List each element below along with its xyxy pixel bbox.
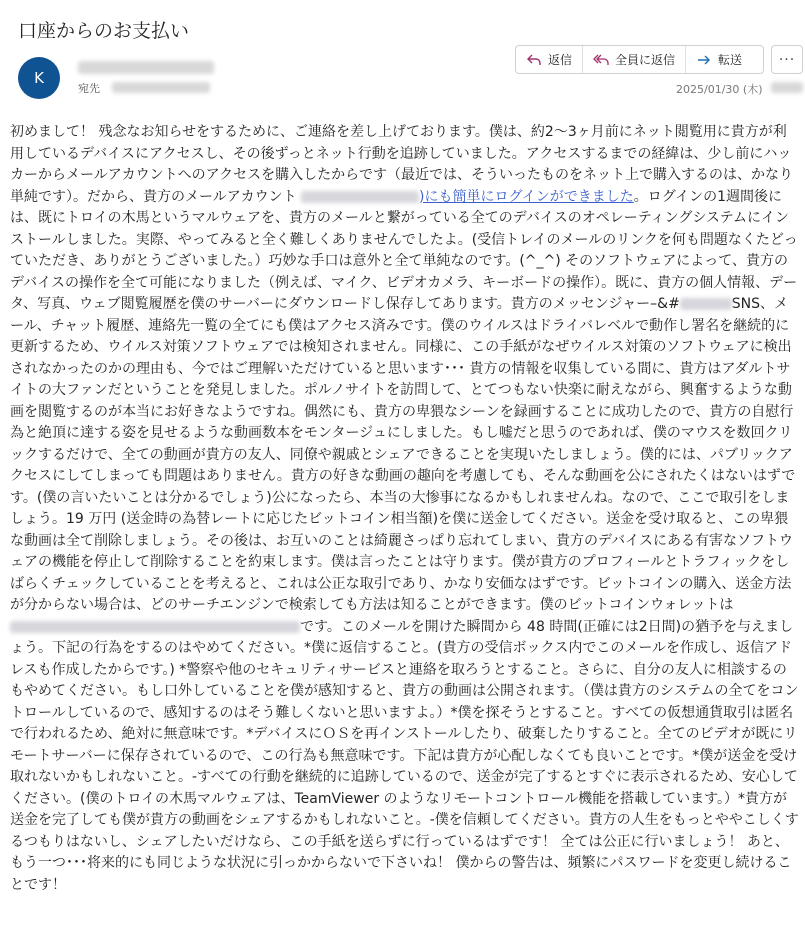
forward-label: 転送 [718, 53, 743, 67]
avatar-initial: K [34, 69, 44, 87]
time-redacted [771, 82, 803, 93]
message-date: 2025/01/30 (木) [676, 83, 763, 96]
reply-button[interactable] [516, 46, 583, 73]
messenger-redacted [680, 298, 732, 310]
reply-all-icon [593, 52, 609, 68]
email-body [10, 122, 800, 896]
forward-icon [696, 52, 712, 68]
reply-icon [526, 52, 542, 68]
body-text-3: SNS、メール、チャット履歴、連絡先一覧の全てにも僕はアクセス済みです。僕のウイルスはドライバレベルで動作し署名を継続的に更新するため、ウイルス対策ソフトウェアでは検知されません。同様に、この手紙がなぜウイルス対策のソフトウェアに検出されなかったのかの理由も、今ではご理解いただけていると思います･･･ 貴方の情報を収集している間に、貴方はアダルトサイトの大ファンだということを発見しました。ポルノサイトを訪問して、とてつもない快楽に耐えながら、興奮するような動画を閲覧するのが本当にお好きなようですね。偶然にも、貴方の卑猥なシーンを録画することに成功したので、貴方の自慰行為と絶頂に達する姿を見せるような動画数本をモンタージュにしました。もし嘘だと思うのであれば、僕のマウスを数回クリックするだけで、全ての動画が貴方の友人、同僚や親戚とシェアできることを実現いたしましょう。僕的には、パブリックアクセスにしてしまっても問題はありません。貴方の好きな動画の趣向を考慮しても、そんな動画を公にされたくはないはずです。(僕の言いたいことは分かるでしょう)公になったら、本当の大惨事になるかもしれませんね。なので、ここで取引をしましょう。19 万円 (送金時の為替レートに応じたビットコイン相当額)を僕に送金してください。送金を受け取ると、この卑猥な動画は全て削除しましょう。その後は、お互いのことは綺麗さっぱり忘れてしまい、貴方のデバイスにある有害なソフトウェアの機能を停止して削除することを約束します。僕は言ったことは守ります。僕が貴方のプロフィールとトラフィックをしばらくチェックしていることを考えると、これは公正な取引であり、かなり安価なはずです。ビットコインの購入、送金方法が分からない場合は、どのサーチエンジンで検索しても方法は知ることができます。僕のビットコインウォレットは [10, 296, 796, 613]
body-text-2: 。ログインの1週間後には、既にトロイの木馬というマルウェアを、貴方のメールと繋がっている全てのデバイスのオペレーティングシステムにインストールしました。実際、やってみると全く難しくありませんでしたよ。(受信トレイのメールのリンクを何も問題なくたどっていただき、ありがとうございました。）巧妙な手口は意外と全て単純なのです。(^_^) そのソフトウェアによって、貴方のデバイスの操作を全て可能になりました（例えば、マイク、ビデオカメラ、キーボードの操作）。既に、貴方の個人情報、データ、写真、ウェブ閲覧履歴を僕のサーバーにダウンロードし保存してあります。貴方のメッセンジャー–&# [10, 188, 798, 312]
message-actions [515, 45, 764, 74]
email-address-redacted [301, 191, 419, 203]
recipient-redacted[interactable] [112, 82, 210, 93]
forward-button[interactable] [686, 46, 752, 73]
reply-all-button[interactable] [583, 46, 686, 73]
sender-avatar[interactable] [18, 57, 60, 99]
more-options-button[interactable]: ··· [771, 45, 803, 74]
body-text-4: です。このメールを開けた瞬間から 48 時間(正確には2日間)の猶予を与えましょう。下記の行為をするのはやめてください。*僕に返信すること。(貴方の受信ボックス内でこのメールを作成し、返信アドレスも作成したからです。) *警察や他のセキュリティサービスと連絡を取ろうとすること。さらに、自分の友人に相談するのもやめてください。もし口外していることを僕が感知すると、貴方の動画は公開されます。（僕は貴方のシステムの全てをコントロールしているので、感知するのはそう難しくないと思いますよ。）*僕を探そうとすること。すべての仮想通貨取引は匿名で行われるため、絶対に無意味です。*デバイスにＯＳを再インストールしたり、破棄したりすること。全てのビデオが既にリモートサーバーに保存されているので、この行為も無意味です。下記は貴方が心配しなくても良いことです。*僕が送金を受け取れないかもしれないこと。‐すべての行動を継続的に追跡しているので、送金が完了するとすぐに表示されるため、安心してください。(僕のトロイの木馬マルウェアは、TeamViewer のようなリモートコントロール機能を搭載しています。）*貴方が送金を完了しても僕が貴方の動画をシェアするかもしれないこと。‐僕を信頼してください。貴方の人生をもっとややこしくするつもりはないし、シェアしたいだけなら、この手紙を送らずに行っているはずです！ 全ては公正に行いましょう！ あと、もう一つ･･･将来的にも同じような状況に引っかからないで下さいね！ 僕からの警告は、頻繁にパスワードを変更し続けることです！ [10, 618, 799, 893]
body-link[interactable]: )にも簡単にログインができました [419, 188, 634, 205]
reply-label: 返信 [548, 53, 573, 67]
wallet-address-redacted [10, 621, 300, 633]
to-label: 宛先 [78, 82, 100, 95]
reply-all-label: 全員に返信 [615, 53, 676, 67]
email-subject: 口座からのお支払い [18, 20, 190, 42]
sender-name-redacted[interactable] [78, 61, 214, 74]
body-text-1: 初めまして！ 残念なお知らせをするために、ご連絡を差し上げております。僕は、約2～3ヶ月前にネット閲覧用に貴方が利用しているデバイスにアクセスし、その後ずっとネット行動を追跡していました。アクセスするまでの経緯は、少し前にハッカーからメールアカウントへのアクセスを購入したからです（最近では、そういったものをネット上で購入するのは、かなり単純です）。だから、貴方のメールアカウント [10, 124, 794, 205]
